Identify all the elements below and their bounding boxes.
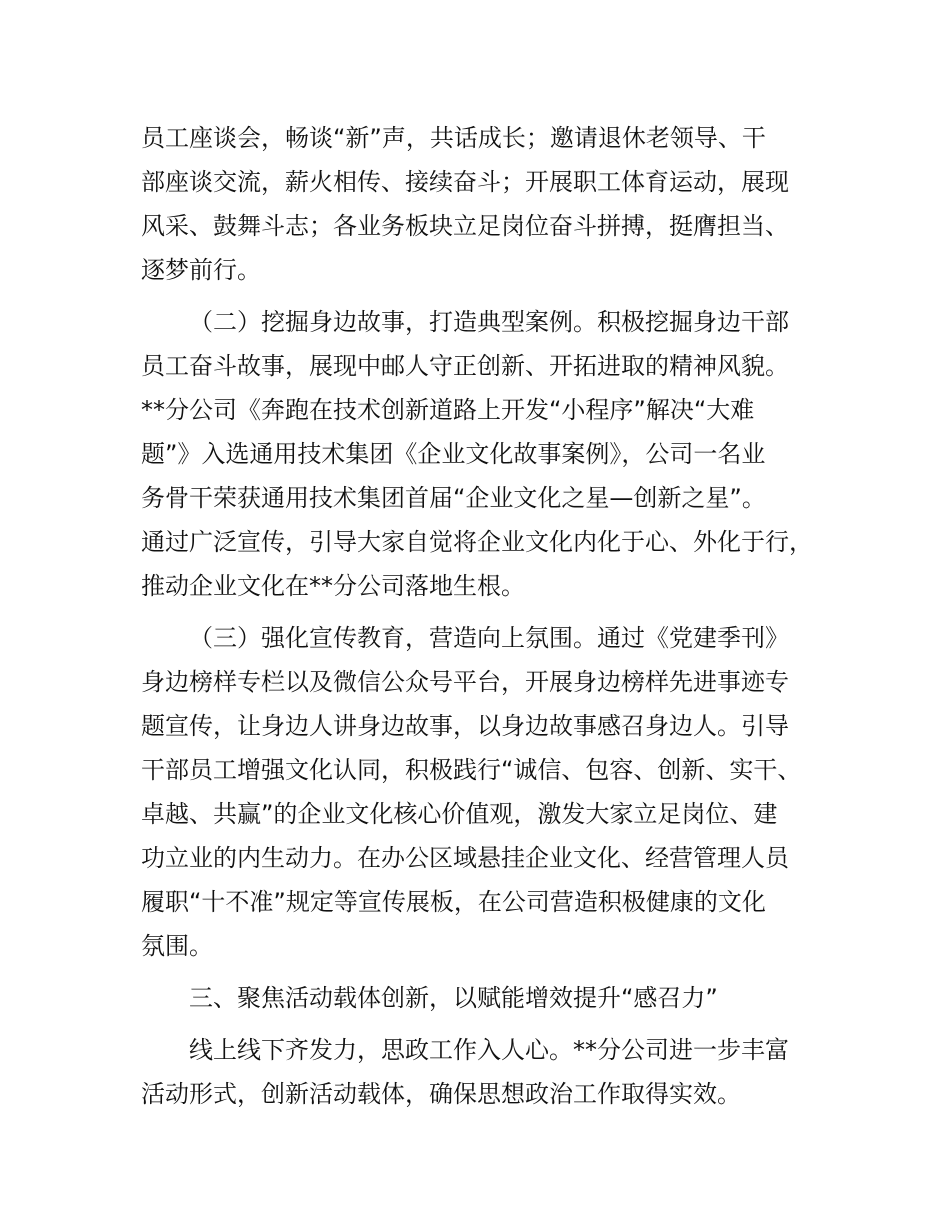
- text-line: 逐梦前行。: [141, 256, 261, 284]
- text-line: 卓越、共赢”的企业文化核心价值观，激发大家立足岗位、建: [141, 800, 778, 828]
- text-line: （三）强化宣传教育，营造向上氛围。通过《党建季刊》: [189, 624, 789, 652]
- text-line: 线上线下齐发力，思政工作入人心。**分公司进一步丰富: [189, 1036, 789, 1064]
- text-line: 功立业的内生动力。在办公区域悬挂企业文化、经营管理人员: [141, 844, 789, 872]
- text-line: 部座谈交流，薪火相传、接续奋斗；开展职工体育运动，展现: [141, 168, 789, 196]
- section-heading-three: [141, 976, 841, 1020]
- text-line: 身边榜样专栏以及微信公众号平台，开展身边榜样先进事迹专: [141, 668, 789, 696]
- paragraph-section-two: [141, 300, 841, 608]
- text-line: **分公司《奔跑在技术创新道路上开发“小程序”解决“大难: [141, 396, 755, 424]
- heading-line: 三、聚焦活动载体创新，以赋能增效提升“感召力”: [189, 984, 718, 1012]
- text-line: 氛围。: [141, 932, 213, 960]
- document-body: [141, 116, 841, 1116]
- paragraph-online-offline: [141, 1028, 841, 1116]
- text-line: 员工座谈会，畅谈“新”声，共话成长；邀请退休老领导、干: [141, 124, 766, 152]
- text-line: 务骨干荣获通用技术集团首届“企业文化之星—创新之星”。: [141, 484, 766, 512]
- text-line: 活动形式，创新活动载体，确保思想政治工作取得实效。: [141, 1080, 741, 1108]
- text-line: （二）挖掘身边故事，打造典型案例。积极挖掘身边干部: [189, 308, 789, 336]
- text-line: 题”》入选通用技术集团《企业文化故事案例》，公司一名业: [141, 440, 766, 468]
- text-line: 题宣传，让身边人讲身边故事，以身边故事感召身边人。引导: [141, 712, 789, 740]
- paragraph-section-three: [141, 616, 841, 968]
- text-line: 推动企业文化在**分公司落地生根。: [141, 572, 525, 600]
- text-line: 风采、鼓舞斗志；各业务板块立足岗位奋斗拼搏，挺膺担当、: [141, 212, 789, 240]
- text-line: 员工奋斗故事，展现中邮人守正创新、开拓进取的精神风貌。: [141, 352, 789, 380]
- text-line: 通过广泛宣传，引导大家自觉将企业文化内化于心、外化于行，: [141, 528, 813, 556]
- text-line: 干部员工增强文化认同，积极践行“诚信、包容、创新、实干、: [141, 756, 802, 784]
- paragraph-activities-continued: [141, 116, 841, 292]
- text-line: 履职“十不准”规定等宣传展板，在公司营造积极健康的文化: [141, 888, 766, 916]
